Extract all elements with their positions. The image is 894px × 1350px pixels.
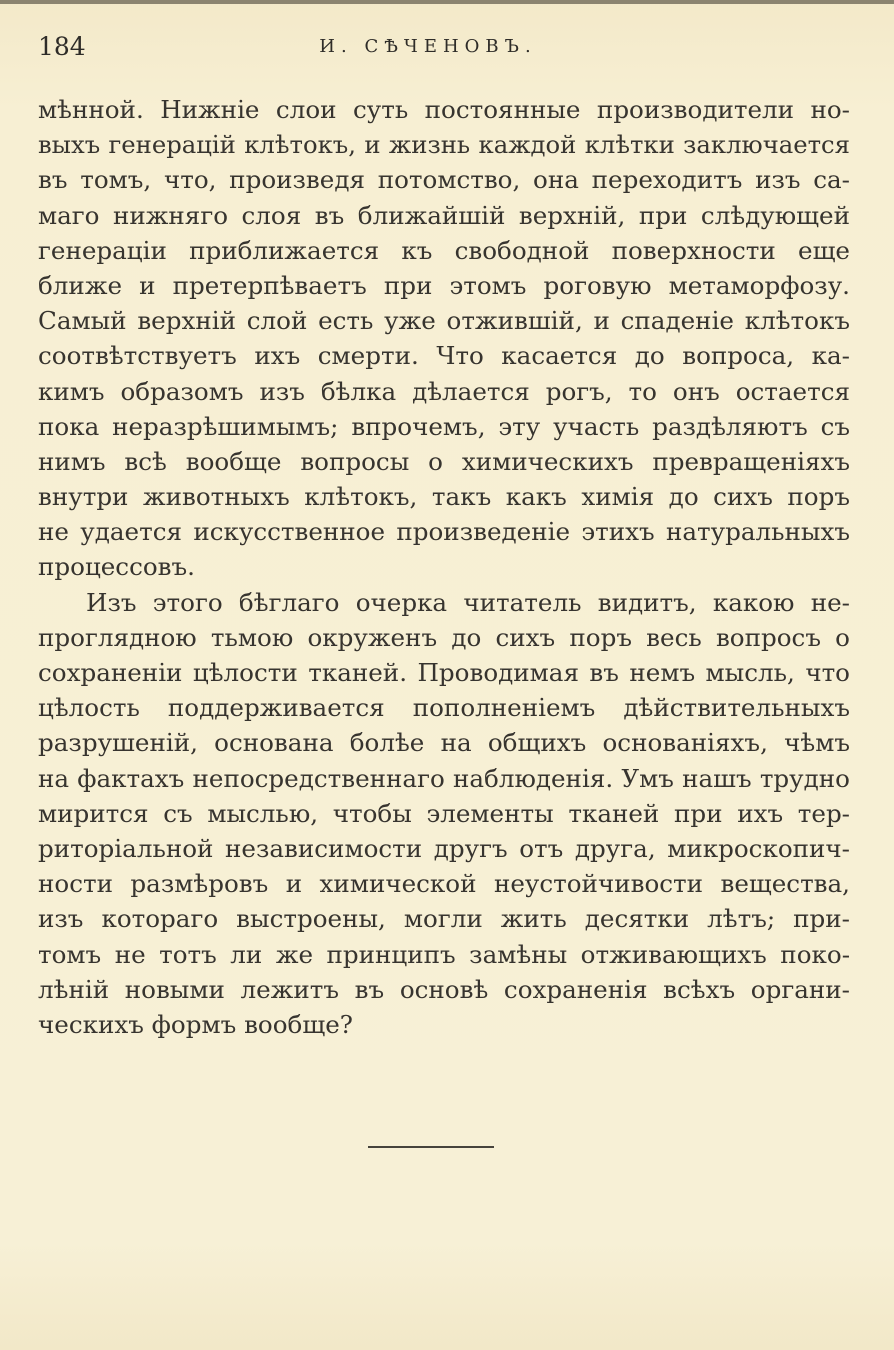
text-line: цѣлость поддерживается пополненіемъ дѣйствительныхъ <box>38 693 850 723</box>
text-line: сохраненіи цѣлости тканей. Проводимая въ немъ мысль, что <box>38 658 850 687</box>
text-line: ности размѣровъ и химической неустойчивости вещества, <box>38 869 850 899</box>
page-number: 184 <box>38 32 86 61</box>
text-line: процессовъ. <box>38 552 195 582</box>
text-line: ближе и претерпѣваетъ при этомъ роговую метаморфозу. <box>38 270 850 300</box>
text-line: лѣній новыми лежитъ въ основѣ сохраненія всѣхъ органи- <box>38 974 850 1004</box>
text-line: изъ котораго выстроены, могли жить десятки лѣтъ; при- <box>38 904 850 934</box>
text-line: разрушеній, основана болѣе на общихъ основаніяхъ, чѣмъ <box>38 728 850 758</box>
text-line: выхъ генерацій клѣтокъ, и жизнь каждой клѣтки заключается <box>38 130 850 160</box>
text-line: риторіальной независимости другъ отъ друга, микроскопич- <box>38 833 850 863</box>
text-line: внутри животныхъ клѣтокъ, такъ какъ химія до сихъ поръ <box>38 482 850 512</box>
top-edge-rule <box>0 0 894 4</box>
text-line: Самый верхній слой есть уже отжившій, и спаденіе клѣтокъ <box>38 306 850 336</box>
text-line: мѣнной. Нижніе слои суть постоянные производители но- <box>38 95 850 124</box>
running-head-author: И. СѢЧЕНОВЪ. <box>319 36 537 57</box>
running-head <box>38 30 854 66</box>
text-line: на фактахъ непосредственнаго наблюденія. Умъ нашъ трудно <box>38 763 850 793</box>
section-end-rule <box>368 1146 494 1148</box>
text-line: нимъ всѣ вообще вопросы о химическихъ превращеніяхъ <box>38 446 850 476</box>
text-line: пока неразрѣшимымъ; впрочемъ, эту участь раздѣляютъ съ <box>38 411 850 441</box>
text-line: соотвѣтствуетъ ихъ смерти. Что касается до вопроса, ка- <box>38 341 850 371</box>
paragraph-2 <box>38 585 850 1042</box>
text-line: ческихъ формъ вообще? <box>38 1009 353 1039</box>
text-line: кимъ образомъ изъ бѣлка дѣлается рогъ, то онъ остается <box>38 376 850 406</box>
text-line: Изъ этого бѣглаго очерка читатель видитъ, какою не- <box>86 587 850 617</box>
text-line: маго нижняго слоя въ ближайшій верхній, при слѣдующей <box>38 200 850 230</box>
text-line: въ томъ, что, произведя потомство, она переходитъ изъ са- <box>38 165 850 195</box>
text-line: не удается искусственное произведеніе этихъ натуральныхъ <box>38 517 850 547</box>
text-line: генераціи приближается къ свободной поверхности еще <box>38 235 850 265</box>
body-text <box>38 92 850 1042</box>
text-line: мирится съ мыслью, чтобы элементы тканей при ихъ тер- <box>38 798 850 828</box>
paragraph-1 <box>38 92 850 585</box>
text-line: проглядною тьмою окруженъ до сихъ поръ весь вопросъ о <box>38 622 850 652</box>
text-line: томъ не тотъ ли же принципъ замѣны отживающихъ поко- <box>38 939 850 969</box>
